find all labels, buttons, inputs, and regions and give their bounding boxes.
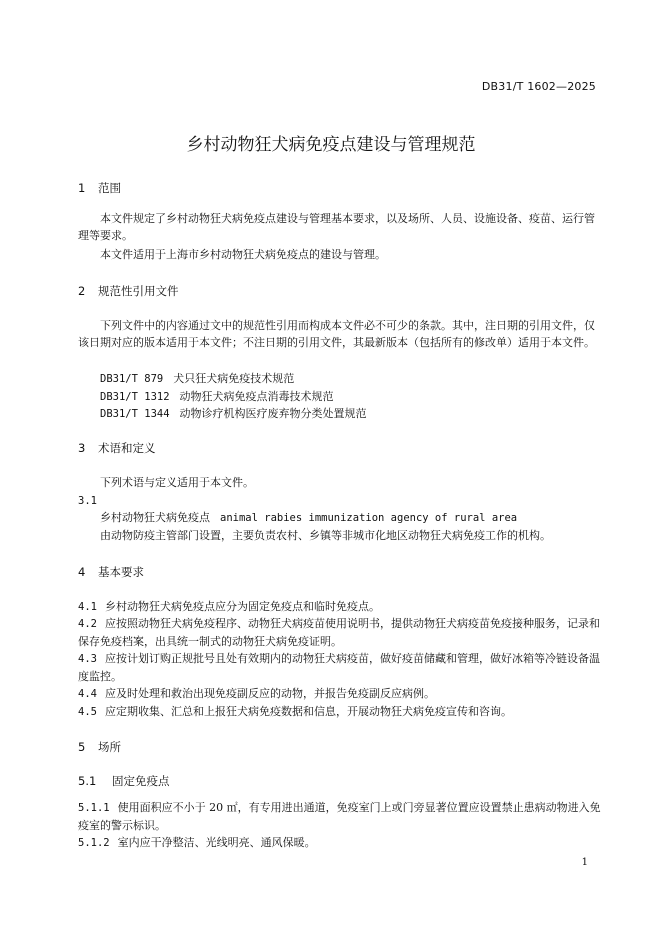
reference-item (100, 370, 294, 386)
clause (78, 799, 602, 834)
clause-number: 4.2 (78, 618, 97, 630)
section-2-para-1: 下列文件中的内容通过文中的规范性引用而构成本文件必不可少的条款。其中，注日期的引用文件，仅该日期对应的版本适用于本文件；不注日期的引用文件，其最新版本（包括所有的修改单）适用于本文件。 (78, 319, 595, 349)
section-title: 基本要求 (98, 565, 144, 579)
clause (78, 703, 602, 721)
reference-item (100, 405, 367, 421)
clause-text: 乡村动物狂犬病免疫点应分为固定免疫点和临时免疫点。 (104, 600, 380, 613)
reference-item (100, 388, 334, 404)
reference-name: 动物狂犬病免疫点消毒技术规范 (179, 390, 334, 403)
section-number: 5 (78, 740, 86, 754)
clause (78, 834, 602, 852)
section-title: 术语和定义 (98, 441, 156, 455)
clause-number: 4.3 (78, 653, 97, 665)
clause-text: 室内应干净整洁、光线明亮、通风保暖。 (117, 836, 316, 849)
clause-number: 5.1.2 (78, 837, 110, 849)
section-number: 3 (78, 441, 86, 455)
section-number: 4 (78, 565, 86, 579)
subsection-number: 5.1 (78, 774, 97, 788)
page-number: 1 (581, 857, 588, 868)
standard-code: DB31/T 1602—2025 (481, 80, 596, 93)
clause-text: 应按计划订购正规批号且处有效期内的动物狂犬病疫苗，做好疫苗储藏和管理，做好冰箱等冷链设备温度监控。 (78, 652, 600, 683)
reference-code: DB31/T 1344 (100, 408, 170, 420)
clause-number: 4.1 (78, 601, 97, 613)
clause-number: 5.1.1 (78, 802, 110, 814)
reference-name: 动物诊疗机构医疗废弃物分类处置规范 (179, 407, 367, 420)
subsection-title: 固定免疫点 (112, 774, 170, 788)
section-number: 2 (78, 284, 86, 298)
section-number: 1 (78, 181, 86, 195)
term-definition: 由动物防疫主管部门设置，主要负责农村、乡镇等非城市化地区动物狂犬病免疫工作的机构。 (100, 529, 551, 542)
clause (78, 650, 602, 685)
section-1-para-1: 本文件规定了乡村动物狂犬病免疫点建设与管理基本要求，以及场所、人员、设施设备、疫苗、运行管理等要求。 (78, 212, 595, 242)
reference-name: 犬只狂犬病免疫技术规范 (173, 372, 295, 385)
section-title: 场所 (98, 740, 121, 754)
term-entry (100, 510, 517, 526)
clause-text: 使用面积应不小于 20 ㎡，有专用进出通道，免疫室门上或门旁显著位置应设置禁止患病动物进入免疫室的警示标识。 (78, 801, 601, 832)
clause-text: 应按照动物狂犬病免疫程序、动物狂犬病疫苗使用说明书，提供动物狂犬病疫苗免疫接种服务，记录和保存免疫档案，出具统一制式的动物狂犬病免疫证明。 (78, 617, 600, 648)
section-3-heading (78, 440, 156, 456)
clause-text: 应及时处理和救治出现免疫副反应的动物，并报告免疫副反应病例。 (104, 687, 435, 700)
term-chinese: 乡村动物狂犬病免疫点 (100, 511, 210, 524)
section-5-heading (78, 739, 121, 755)
clause-number: 4.4 (78, 688, 97, 700)
subsection-5-1-heading (78, 773, 170, 789)
section-1-heading (78, 180, 121, 196)
section-3-para-1: 下列术语与定义适用于本文件。 (100, 476, 254, 489)
clause-number: 4.5 (78, 706, 97, 718)
section-title: 范围 (98, 181, 121, 195)
section-2-heading (78, 283, 179, 299)
section-1-para-2: 本文件适用于上海市乡村动物狂犬病免疫点的建设与管理。 (100, 248, 386, 261)
term-english: animal rabies immunization agency of rural area (220, 512, 518, 524)
reference-code: DB31/T 879 (100, 373, 164, 385)
term-number: 3.1 (78, 495, 97, 507)
section-4-heading (78, 564, 144, 580)
clause-text: 应定期收集、汇总和上报狂犬病免疫数据和信息，开展动物狂犬病免疫宣传和咨询。 (104, 705, 512, 718)
section-title: 规范性引用文件 (98, 284, 179, 298)
document-title: 乡村动物狂犬病免疫点建设与管理规范 (186, 135, 476, 155)
reference-code: DB31/T 1312 (100, 391, 170, 403)
clause (78, 598, 602, 616)
clause (78, 615, 602, 650)
clause (78, 685, 602, 703)
